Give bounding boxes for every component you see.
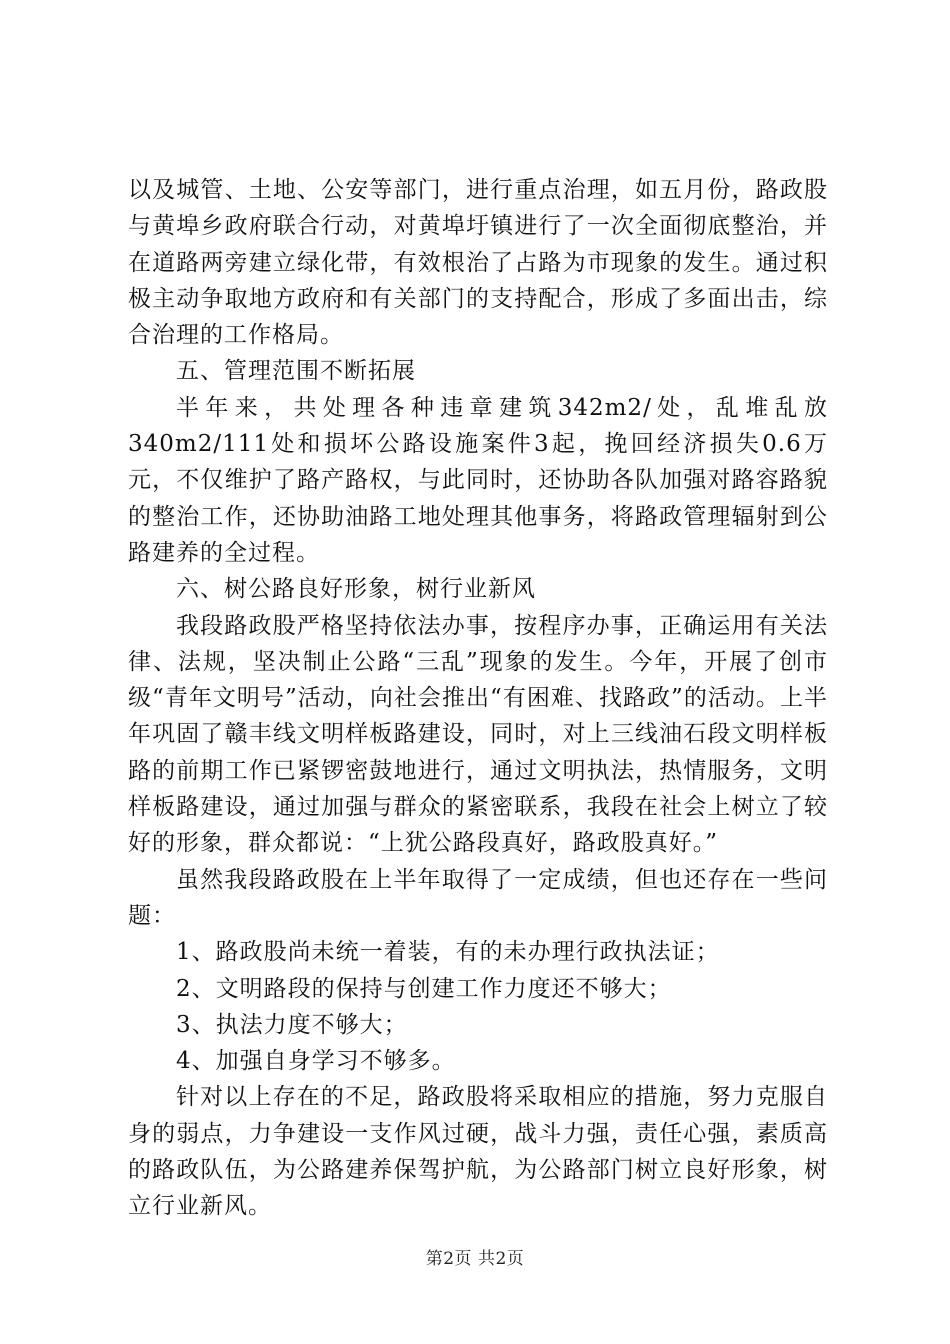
section-heading-5: 五、管理范围不断拓展 <box>176 358 416 385</box>
problem-item-4: 4、加强自身学习不够多。 <box>176 1048 456 1075</box>
page-number-footer: 第2页 共2页 <box>425 1249 525 1269</box>
paragraph-continuation: 以及城管、土地、公安等部门，进行重点治理，如五月份，路政股与黄埠乡政府联合行动，对黄埠圩镇进行了一次全面彻底整治，并在道路两旁建立绿化带，有效根治了占路为市现象的发生。通过积极主动争取地方政府和有关部门的支持配合，形成了多面出击，综合治理的工作格局。 <box>128 177 828 349</box>
paragraph-problems-intro: 虽然我段路政股在上半年取得了一定成绩，但也还存在一些问题： <box>128 866 828 929</box>
paragraph-conclusion: 针对以上存在的不足，路政股将采取相应的措施，努力克服自身的弱点，力争建设一支作风过硬，战斗力强，责任心强，素质高的路政队伍，为公路建养保驾护航，为公路部门树立良好形象，树立行业新风。 <box>128 1084 828 1220</box>
section-heading-6: 六、树公路良好形象，树行业新风 <box>176 576 536 603</box>
problem-item-3: 3、执法力度不够大； <box>176 1011 408 1038</box>
paragraph-section-6: 我段路政股严格坚持依法办事，按程序办事，正确运用有关法律、法规，坚决制止公路“三乱”现象的发生。今年，开展了创市级“青年文明号”活动，向社会推出“有困难、找路政”的活动。上半年巩固了赣丰线文明样板路建设，同时，对上三线油石段文明样板路的前期工作已紧锣密鼓地进行，通过文明执法，热情服务，文明样板路建设，通过加强与群众的紧密联系，我段在社会上树立了较好的形象，群众都说：“上犹公路段真好，路政股真好。” <box>128 612 828 857</box>
document-body <box>128 172 828 1225</box>
problem-item-2: 2、文明路段的保持与创建工作力度还不够大； <box>176 975 672 1002</box>
problem-item-1: 1、路政股尚未统一着装，有的未办理行政执法证； <box>176 939 720 966</box>
paragraph-section-5: 半年来，共处理各种违章建筑342m2/处，乱堆乱放340m2/111处和损坏公路设施案件3起，挽回经济损失0.6万元，不仅维护了路产路权，与此同时，还协助各队加强对路容路貌的整治工作，还协助油路工地处理其他事务，将路政管理辐射到公路建养的全过程。 <box>128 394 828 566</box>
